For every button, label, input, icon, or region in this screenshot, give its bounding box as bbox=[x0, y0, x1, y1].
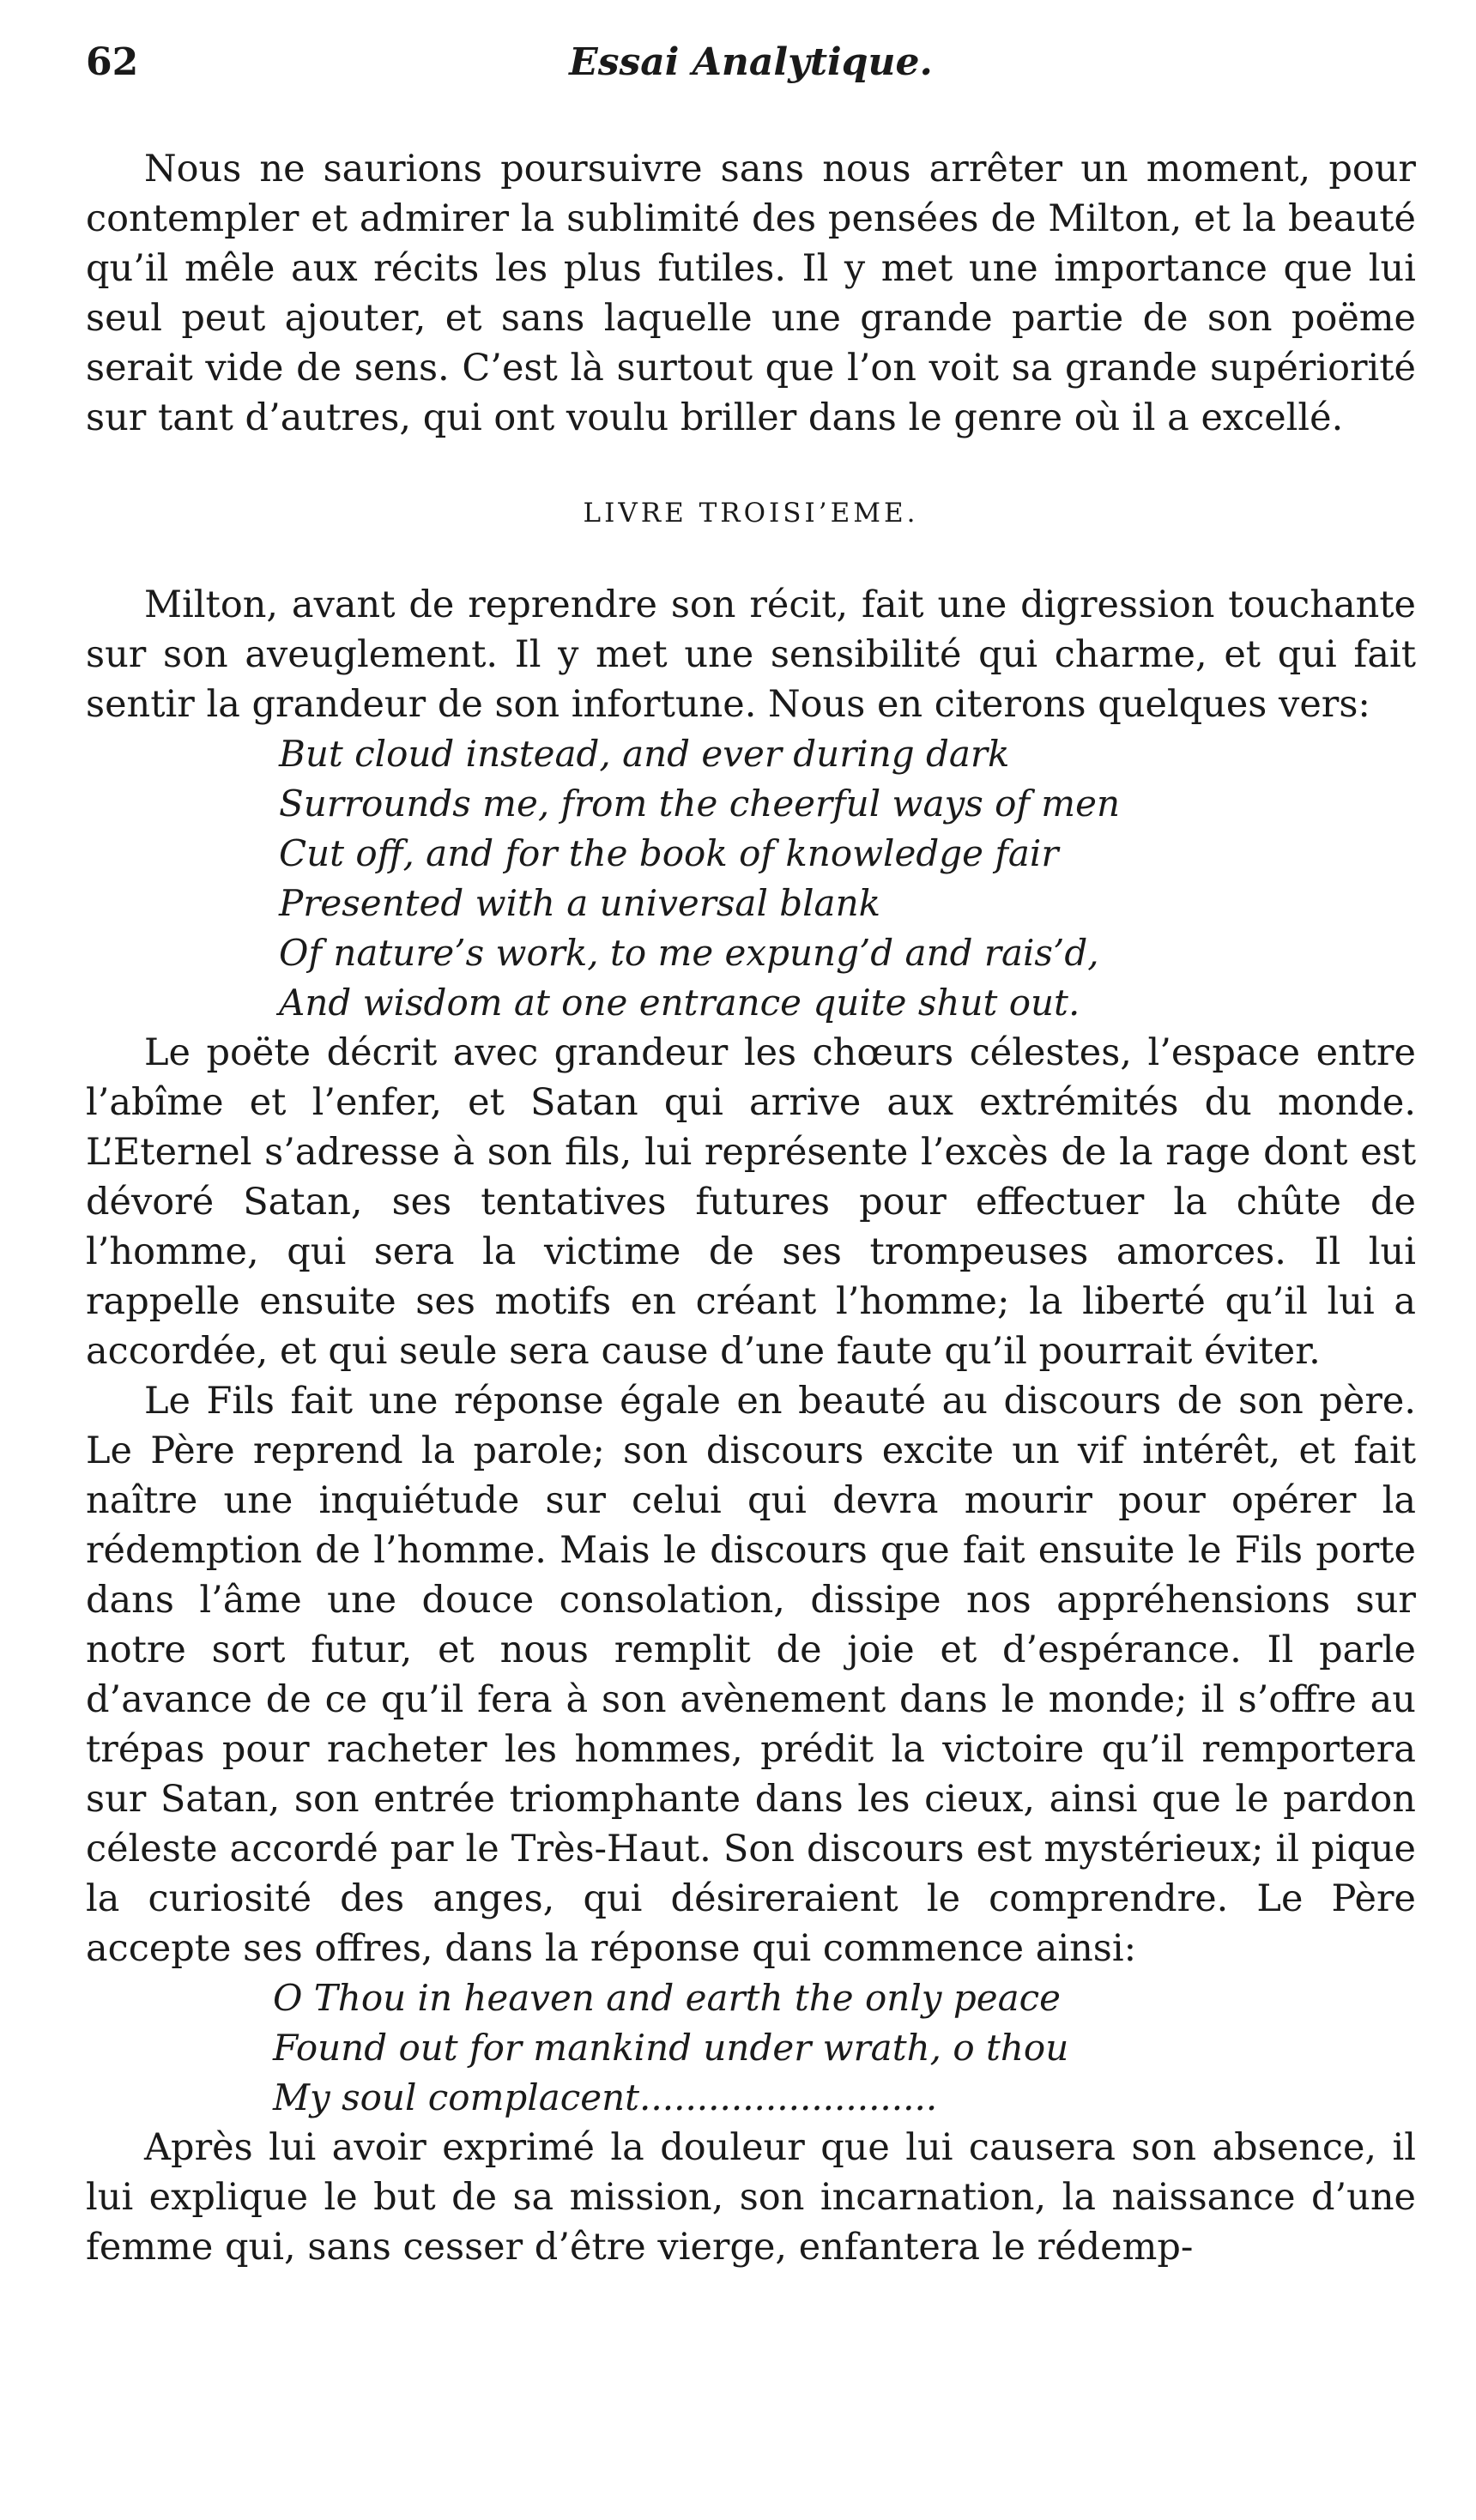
page-number: 62 bbox=[86, 40, 139, 84]
page-header bbox=[86, 34, 1416, 91]
verse-quotation-blindness bbox=[279, 729, 1416, 1028]
paragraph-son-reply: Le Fils fait une réponse égale en beauté au discours de son père. Le Père reprend la parole; son discours excite un vif intérêt, et fait naître une inquiétude sur celui qui devra mourir pour opérer la rédemption de l’homme. Mais le discours que fait ensuite le Fils porte dans l’âme une douce consolation, dissipe nos appréhensions sur notre sort futur, et nous remplit de joie et d’espérance. Il parle d’avance de ce qu’il fera à son avènement dans le monde; il s’offre au trépas pour racheter les hommes, prédit la victoire qu’il remportera sur Satan, son entrée triomphante dans les cieux, ainsi que le pardon céleste accordé par le Très-Haut. Son discours est mystérieux; il pique la curiosité des anges, qui désireraient le comprendre. Le Père accepte ses offres, dans la réponse qui commence ainsi: bbox=[86, 1380, 1416, 1970]
verse-line: My soul complacent.......................... bbox=[273, 2076, 938, 2118]
verse-line: And wisdom at one entrance quite shut out. bbox=[279, 982, 1080, 1024]
verse-line: Found out for mankind under wrath, o thou bbox=[273, 2027, 1069, 2069]
verse-line: Surrounds me, from the cheerful ways of men bbox=[279, 783, 1121, 825]
verse-line: Of nature’s work, to me expung’d and rais’d, bbox=[279, 932, 1099, 974]
verse-line: Cut off, and for the book of knowledge fair bbox=[279, 832, 1059, 874]
paragraph-celestial-choirs: Le poëte décrit avec grandeur les chœurs célestes, l’espace entre l’abîme et l’enfer, et Satan qui arrive aux extrémités du monde. L’Eternel s’adresse à son fils, lui représente l’excès de la rage dont est dévoré Satan, ses tentatives futures pour effectuer la chûte de l’homme, qui sera la victime de ses trompeuses amorces. Il lui rappelle ensuite ses motifs en créant l’homme; la liberté qu’il lui a accordée, et qui seule sera cause d’une faute qu’il pourrait éviter. bbox=[86, 1031, 1416, 1373]
paragraph-mission: Après lui avoir exprimé la douleur que lui causera son absence, il lui explique le but de sa mission, son incarnation, la naissance d’une femme qui, sans cesser d’être vierge, enfantera le rédemp- bbox=[86, 2126, 1416, 2269]
verse-line: O Thou in heaven and earth the only peace bbox=[273, 1977, 1062, 2019]
chapter-heading: LIVRE TROISI’EME. bbox=[583, 498, 919, 529]
page-body bbox=[86, 144, 1416, 2272]
verse-line: Presented with a universal blank bbox=[279, 882, 881, 924]
verse-quotation-father bbox=[273, 1973, 1416, 2123]
paragraph-milton-sublimity: Nous ne saurions poursuivre sans nous arrêter un moment, pour contempler et admirer la sublimité des pensées de Milton, et la beauté qu’il mêle aux récits les plus futiles. Il y met une importance que lui seul peut ajouter, et sans laquelle une grande partie de son poëme serait vide de sens. C’est là surtout que l’on voit sa grande supériorité sur tant d’autres, qui ont voulu briller dans le genre où il a excellé. bbox=[86, 148, 1416, 439]
verse-line: But cloud instead, and ever during dark bbox=[279, 733, 1010, 775]
paragraph-digression: Milton, avant de reprendre son récit, fait une digression touchante sur son aveuglement. Il y met une sensibilité qui charme, et qui fait sentir la grandeur de son infortune. Nous en citerons quelques vers: bbox=[86, 583, 1416, 726]
running-title: Essai Analytique. bbox=[569, 40, 933, 84]
